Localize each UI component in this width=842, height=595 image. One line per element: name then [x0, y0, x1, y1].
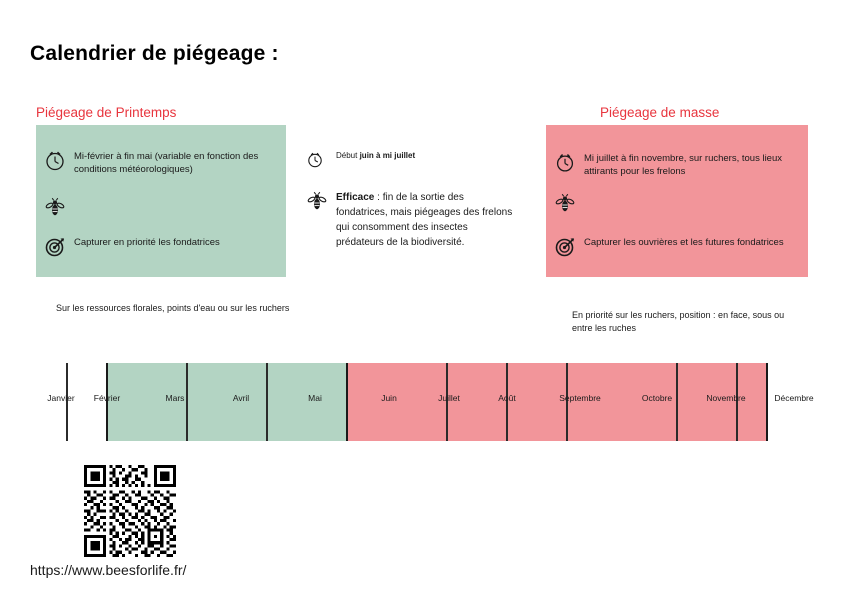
site-url[interactable]: https://www.beesforlife.fr/	[30, 562, 187, 578]
middle-period-prefix: Début	[336, 151, 360, 160]
timeline-month-novembre: Novembre	[706, 393, 746, 403]
timeline-month-juillet: Juillet	[438, 393, 460, 403]
timeline-month-janvier: Janvier	[47, 393, 75, 403]
mass-period-text: Mi juillet à fin novembre, sur ruchers, tous lieux attirants pour les frelons	[584, 153, 782, 177]
bee-icon	[306, 190, 328, 212]
timeline-month-mai: Mai	[308, 393, 322, 403]
mass-action-text: Capturer les ouvrières et les futures fondatrices	[584, 237, 784, 248]
middle-period-text	[336, 150, 415, 161]
timeline-month-avril: Avril	[232, 393, 250, 403]
timeline-month-octobre: Octobre	[641, 393, 673, 403]
note-left: Sur les ressources florales, points d'eau ou sur les ruchers	[56, 303, 290, 313]
spring-period-row	[44, 150, 259, 176]
mass-period-row	[554, 152, 800, 178]
timeline-month-juin: Juin	[381, 393, 397, 403]
middle-efficacy-label: Efficace	[336, 192, 375, 203]
spring-action-text: Capturer en priorité les fondatrices	[74, 237, 220, 248]
qr-code[interactable]	[84, 465, 176, 557]
target-icon	[44, 236, 66, 258]
clock-icon	[306, 150, 328, 172]
bee-icon	[554, 192, 576, 214]
timeline	[47, 363, 814, 441]
section-heading-spring: Piégeage de Printemps	[36, 105, 177, 120]
section-heading-mass: Piégeage de masse	[600, 105, 720, 120]
spring-action-row	[44, 236, 259, 258]
target-icon	[554, 236, 576, 258]
bee-icon	[44, 196, 66, 218]
clock-icon	[554, 152, 576, 174]
mass-action-row	[554, 236, 800, 258]
middle-period-row	[306, 150, 506, 172]
middle-efficacy-text	[336, 190, 518, 250]
timeline-tick	[346, 363, 348, 441]
page-title: Calendrier de piégeage :	[30, 42, 279, 65]
timeline-month-septembre: Septembre	[559, 393, 601, 403]
spring-period-text: Mi-février à fin mai (variable en fonction des conditions météorologiques)	[74, 151, 259, 175]
timeline-month-mars: Mars	[165, 393, 185, 403]
timeline-month-fevrier: Février	[93, 393, 121, 403]
middle-efficacy-row	[306, 190, 518, 250]
timeline-month-aout: Août	[498, 393, 516, 403]
note-right: En priorité sur les ruchers, position : en face, sous ou entre les ruches	[572, 310, 785, 333]
middle-period-bold: juin à mi juillet	[359, 151, 416, 160]
timeline-month-decembre: Décembre	[774, 393, 814, 403]
clock-icon	[44, 150, 66, 172]
middle-efficacy-body: : fin de la sortie des fondatrices, mais piégeages des frelons qui consomment des insectes prédateurs de la biodiversité.	[336, 192, 513, 248]
